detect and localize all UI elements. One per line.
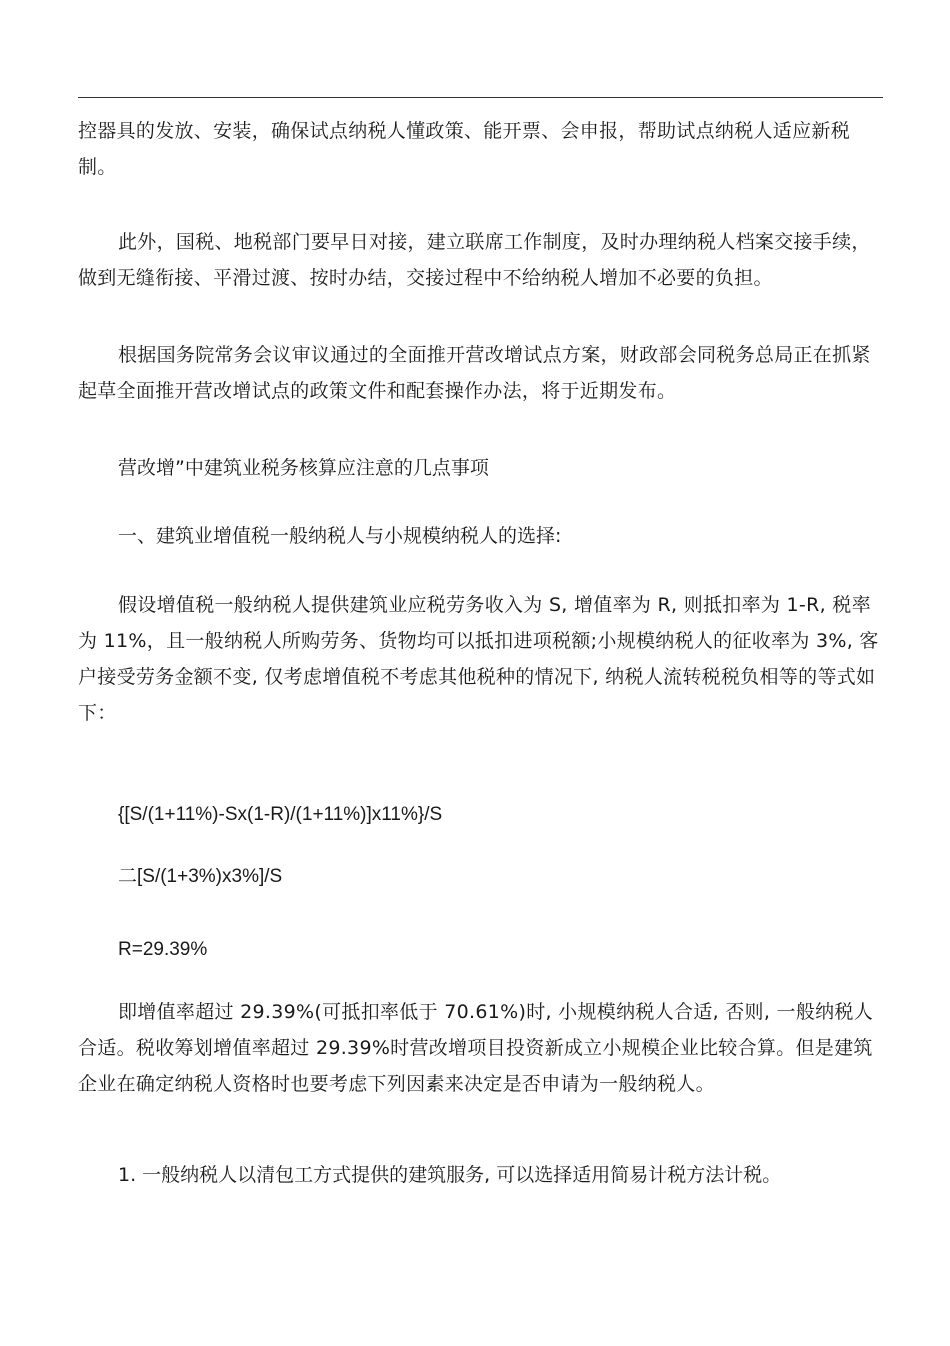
header-rule bbox=[78, 97, 883, 98]
paragraph-state-council: 根据国务院常务会议审议通过的全面推开营改增试点方案，财政部会同税务总局正在抓紧起草全面推开营改增试点的政策文件和配套操作办法，将于近期发布。 bbox=[78, 344, 871, 402]
section-heading: 营改增”中建筑业税务核算应注意的几点事项 bbox=[118, 457, 489, 479]
formula-general-taxpayer: {[S/(1+11%)-Sx(1-R)/(1+11%)]x11%}/S bbox=[118, 804, 443, 825]
paragraph-tax-departments: 此外，国税、地税部门要早日对接，建立联席工作制度，及时办理纳税人档案交接手续，做到无缝衔接、平滑过渡、按时办结，交接过程中不给纳税人增加不必要的负担。 bbox=[78, 231, 871, 289]
subsection-heading: 一、建筑业增值税一般纳税人与小规模纳税人的选择: bbox=[118, 525, 562, 547]
paragraph-conclusion: 即增值率超过 29.39%(可抵扣率低于 70.61%)时, 小规模纳税人合适, 否则, 一般纳税人合适。税收筹划增值率超过 29.39%时营改增项目投资新成立小规模企业比较合算。但是建筑企业在确定纳税人资格时也要考虑下列因素来决定是否申请为一般纳税人。 bbox=[78, 1001, 874, 1095]
formula-result: R=29.39% bbox=[118, 939, 208, 960]
formula-small-taxpayer: 二[S/(1+3%)x3%]/S bbox=[118, 866, 283, 887]
paragraph-intro-continued: 控器具的发放、安装，确保试点纳税人懂政策、能开票、会申报，帮助试点纳税人适应新税制。 bbox=[78, 120, 851, 178]
paragraph-assumption: 假设增值税一般纳税人提供建筑业应税劳务收入为 S, 增值率为 R, 则抵扣率为 1-R, 税率为 11%，且一般纳税人所购劳务、货物均可以抵扣进项税额;小规模纳税人的征收率为 3%, 客户接受劳务金额不变, 仅考虑增值税不考虑其他税种的情况下, 纳税人流转税税负相等的等式如下： bbox=[78, 594, 879, 724]
list-item: 1. 一般纳税人以清包工方式提供的建筑服务, 可以选择适用简易计税方法计税。 bbox=[118, 1164, 782, 1186]
